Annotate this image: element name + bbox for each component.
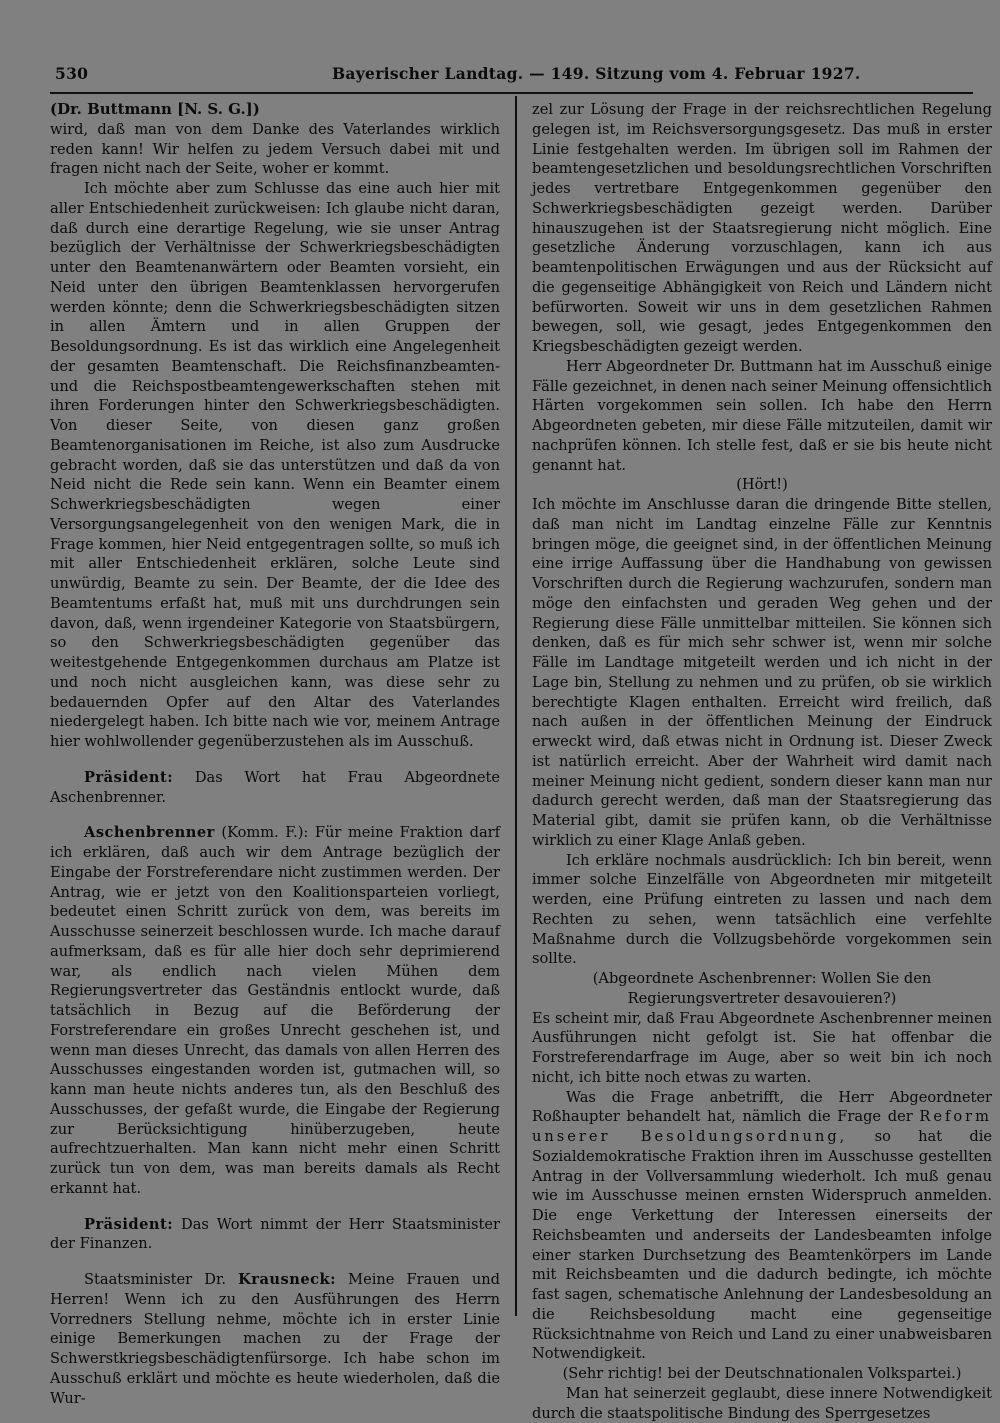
column-divider [515,96,517,1316]
paragraph: Herr Abgeordneter Dr. Buttmann hat im Ausschuß einige Fälle gezeichnet, in denen nach seiner Meinung offensichtlich Härten vorgekommen sein sollen. Ich habe den Herrn Abgeordneten gebeten, mir diese Fälle mitzuteilen, damit wir nachprüfen können. Ich stelle fest, daß er sie bis heute nicht genannt hat. [532,357,992,474]
speech-minister [50,1270,500,1408]
speech-president-2 [50,1215,500,1255]
speaker-name: Präsident: [84,768,174,786]
speech-text: Das Wort nimmt der Herr Staatsminister der Finanzen. [50,1215,500,1253]
speaker-name: Präsident: [84,1215,174,1233]
speech-text: Für meine Fraktion darf ich erklären, daß auch wir dem Antrage bezüglich der Eingabe der Forstreferendare nicht zustimmen werden. Der Antrag, wie er jetzt von den Koalitionsparteien vorliegt, bedeutet einen Schritt zurück von dem, was bereits im Ausschusse seinerzeit beschlossen wurde. Ich mache darauf aufmerksam, daß es für alle hier doch sehr deprimierend war, als endlich nach vielen Mühen dem Regierungsvertreter das Geständnis entlockt wurde, daß tatsächlich in Bezug auf die Beförderung der Forstreferendare ein großes Unrecht geschehen ist, und wenn man dieses Unrecht, das damals von allen Herren des Ausschusses eingestanden worden ist, gutmachen will, so kann man heute nichts anderes tun, als den Beschluß des Ausschusses, der gefaßt wurde, die Eingabe der Regierung zur Berücksichtigung hinüberzugeben, heute aufrechtzuerhalten. Man kann nicht mehr einen Schritt zurück tun von dem, was man bereits damals als Recht erkannt hat. [50,824,501,1197]
interjection: (Abgeordnete Aschenbrenner: Wollen Sie den Regierungsvertreter desavouieren?) [592,970,932,1007]
speaker-party: (Komm. F.): [221,824,309,842]
speech-president-1 [50,768,500,808]
page-header [50,62,970,92]
speaker-name: Aschenbrenner [84,824,215,842]
interjection: (Sehr richtig! bei der Deutschnationalen Volkspartei.) [562,1365,962,1382]
paragraph: Ich möchte aber zum Schlusse das eine auch hier mit aller Entschiedenheit zurückweisen: Ich glaube nicht daran, daß durch eine derartige Regelung, wie sie unser Antrag bezüglich der Verhältnisse der Schwerkriegsbeschädigten unter den Beamtenanwärtern oder Beamten vorsieht, ein Neid unter den übrigen Beamtenklassen hervorgerufen werden könnte; denn die Schwerkriegsbeschädigten sitzen in allen Ämtern und in allen Gruppen der Besoldungsordnung. Es ist das wirklich eine Angelegenheit der gesamten Beamtenschaft. Die Reichsfinanzbeamten- und die Reichspostbeamtengewerkschaften stehen mit ihren Forderungen hinter den Schwerkriegsbeschädigten. Von dieser Seite, von diesen ganz großen Beamtenorganisationen im Reiche, ist also zum Ausdrucke gebracht worden, daß sie das unterstützen und daß da von Neid nicht die Rede sein kann. Wenn ein Beamter einem Schwerkriegsbeschädigten wegen einer Versorgungsangelegenheit von den wenigen Mark, die in Frage kommen, hier Neid entgegentragen sollte, so muß ich mit aller Entschiedenheit erklären, solche Leute sind unwürdig, Beamte zu sein. Der Beamte, der die Idee des Beamtentums erfaßt hat, muß mit uns durchdrungen sein davon, daß, wenn irgendeiner Kategorie von Staatsbürgern, so den Schwerkriegsbeschädigten gegenüber das weitestgehende Entgegenkommen durchaus am Platze ist und noch nicht ausgleichen kann, was diese sehr zu bedauernden Opfer auf den Altar des Vaterlandes niedergelegt haben. Ich bitte nach wie vor, meinem Antrage hier wohlwollender gegenüberzustehen als im Ausschuß. [50,180,500,750]
paragraph: Ich erkläre nochmals ausdrücklich: Ich bin bereit, wenn immer solche Einzelfälle von Abgeordneten mir mitgeteilt werden, eine Prüfung eintreten zu lassen und nach dem Rechten zu sehen, wenn tatsächlich eine verfehlte Maßnahme durch die Vollzugsbehörde vorgekommen sein sollte. [532,851,992,968]
speech-aschenbrenner [50,823,500,1198]
page-number: 530 [55,64,89,83]
paragraph: Ich möchte im Anschlusse daran die dringende Bitte stellen, daß man nicht im Landtag einzelne Fälle zur Kenntnis bringen möge, die geeignet sind, in der öffentlichen Meinung eine irrige Auffassung über die Handhabung von gewissen Vorschriften durch die Regierung wachzurufen, sondern man möge den einfachsten und geraden Weg gehen und der Regierung diese Fälle unmittelbar mitteilen. Sie können sich denken, daß es für mich sehr schwer ist, wenn mir solche Fälle im Landtage mitgeteilt werden und ich nicht in der Lage bin, Stellung zu nehmen und zu prüfen, ob sie wirklich berechtigte Klagen enthalten. Erreicht wird freilich, daß nach außen in der öffentlichen Meinung der Eindruck erweckt wird, daß etwas nicht in Ordnung ist. Dieser Zweck ist natürlich erreicht. Aber der Wahrheit wird damit nach meiner Meinung nicht gedient, sondern dieser kann man nur dadurch gerecht werden, daß man der Staatsregierung das Material gibt, damit sie prüfen kann, ob die Verhältnisse wirklich zu einer Klage Anlaß geben. [532,496,992,849]
paragraph: zel zur Lösung der Frage in der reichsrechtlichen Regelung gelegen ist, im Reichsversorgungsgesetz. Das muß in erster Linie festgehalten werden. Im übrigen soll im Rahmen der beamtengesetzlichen und besoldungsrechtlichen Vorschriften jedes vertretbare Entgegenkommen gegenüber den Schwerkriegsbeschädigten gezeigt werden. Darüber hinauszugehen ist der Staatsregierung nicht möglich. Eine gesetzliche Änderung vorzuschlagen, kann ich aus beamtenpolitischen Erwägungen und aus der Rücksicht auf die gegenseitige Abhängigkeit von Reich und Ländern nicht befürworten. Soweit wir uns in dem gesetzlichen Rahmen bewegen, soll, wie gesagt, jedes Entgegenkommen den Kriegsbeschädigten gezeigt werden. [532,101,992,355]
left-column [50,100,500,1408]
speaker-name: Krausneck: [238,1271,337,1288]
speech-text: Meine Frauen und Herren! Wenn ich zu den Ausführungen des Herrn Vorredners Stellung nehme, möchte ich in erster Linie einige Bemerkungen machen zu der Frage der Schwerstkriegsbeschädigtenfürsorge. Ich habe schon im Ausschuß erklärt und möchte es heute wiederholen, daß die Wur- [50,1271,501,1407]
speech-text: Das Wort hat Frau Abgeordnete Aschenbrenner. [50,768,501,806]
header-rule [50,92,973,94]
text-run: so hat die Sozialdemokratische Fraktion ihren im Ausschusse gestellten Antrag in der Vollversammlung wiederholt. Ich muß genau wie im Ausschusse meinen ernsten Widerspruch anmelden. Die enge Verkettung der Interessen einerseits der Reichsbeamten und anderseits der Landesbeamten infolge einer starken Durchsetzung des Beamtenkörpers im Lande mit Reichsbeamten und die dadurch bedingte, ich möchte fast sagen, schematische Anlehnung der Landesbesoldung an die Reichsbesoldung macht eine gegenseitige Rücksichtnahme von Reich und Land zu einer unabweisbaren Notwendigkeit. [532,1128,992,1363]
running-title: Bayerischer Landtag. — 149. Sitzung vom 4. Februar 1927. [332,64,861,83]
right-column [532,100,992,1423]
emphasized-text: Reform unserer Besoldungsordnung, [532,1108,992,1145]
interjection: (Hört!) [736,476,788,494]
text-run: Was die Frage anbetrifft, die Herr Abgeordneter Roßhaupter behandelt hat, nämlich die Frage der [532,1088,992,1126]
paragraph [532,1088,992,1365]
speaker-title: Staatsminister Dr. [84,1271,226,1288]
paragraph: Es scheint mir, daß Frau Abgeordnete Aschenbrenner meinen Ausführungen nicht gefolgt ist. Sie hat offenbar die Forstreferendarfrage im Auge, aber so weit bin ich noch nicht, ich bitte noch etwas zu warten. [532,1009,992,1086]
paragraph: wird, daß man von dem Danke des Vaterlandes wirklich reden kann! Wir helfen zu jedem Versuch dabei mit und fragen nicht nach der Seite, woher er kommt. [50,120,500,178]
speaker-header: (Dr. Buttmann [N. S. G.]) [50,100,260,118]
paragraph: Man hat seinerzeit geglaubt, diese innere Notwendigkeit durch die staatspolitische Bindung des Sperrgesetzes [532,1384,992,1422]
